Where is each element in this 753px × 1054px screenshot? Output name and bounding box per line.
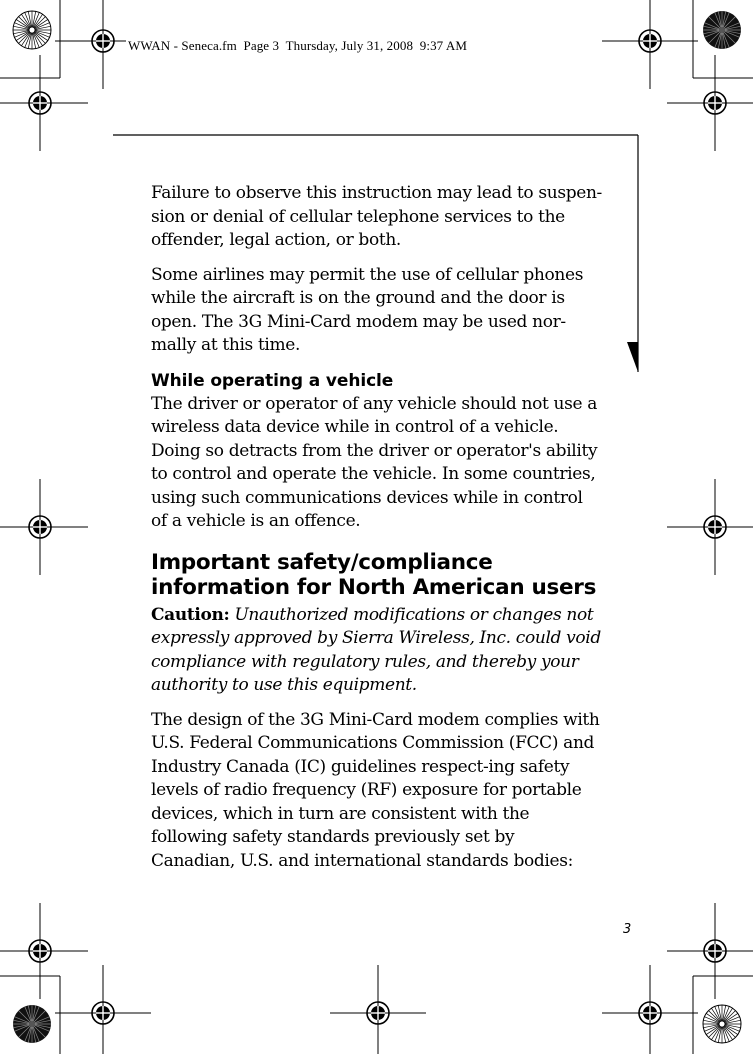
registration-mark-icon — [0, 55, 88, 151]
starburst-target-icon — [703, 1005, 741, 1043]
paragraph-design: The design of the 3G Mini-Card modem complies with U.S. Federal Communications Commission (FCC) and Industry Canada (IC) guidelines respect-ing safety levels of radio frequency (RF) exposure for portable devices, which in turn are consistent with the following safety standards previously set by Canadian, U.S. and international standards bodies: — [151, 709, 600, 871]
page-body — [151, 182, 603, 884]
starburst-target-icon — [13, 1005, 51, 1043]
registration-mark-icon — [0, 903, 88, 999]
paragraph-failure: Failure to observe this instruction may lead to suspen-sion or denial of cellular telephone services to the offender, legal action, or both. — [151, 183, 602, 250]
caution-label: Caution: — [151, 604, 230, 625]
paragraph-vehicle: The driver or operator of any vehicle should not use a wireless data device while in control of a vehicle. Doing so detracts from the driver or operator's ability to control and operate the vehicle. In some countries, using such communications devices while in control of a vehicle is an offence. — [151, 393, 598, 531]
registration-mark-icon — [667, 903, 753, 999]
registration-mark-icon — [0, 479, 88, 575]
registration-mark-icon — [55, 965, 151, 1054]
starburst-target-icon — [703, 11, 741, 49]
registration-mark-icon — [602, 0, 698, 89]
registration-mark-icon — [667, 55, 753, 151]
running-header: WWAN - Seneca.fm Page 3 Thursday, July 31, 2008 9:37 AM — [128, 38, 468, 53]
page-number: 3 — [623, 922, 632, 937]
heading-safety-compliance: Important safety/compliance information for North American users — [151, 549, 597, 600]
caution-note — [151, 604, 603, 698]
registration-mark-icon — [602, 965, 698, 1054]
paragraph-airlines: Some airlines may permit the use of cellular phones while the aircraft is on the ground and the door is open. The 3G Mini-Card modem may be used nor-mally at this time. — [151, 264, 584, 355]
starburst-target-icon — [13, 11, 51, 49]
registration-mark-icon — [330, 965, 426, 1054]
thumb-tab-marker-icon — [627, 342, 638, 372]
caution-text: Unauthorized modifications or changes not expressly approved by Sierra Wireless, Inc. could void compliance with regulatory rules, and thereby your authority to use this equipment. — [151, 604, 601, 695]
registration-mark-icon — [667, 479, 753, 575]
heading-while-operating-vehicle: While operating a vehicle — [151, 370, 394, 391]
